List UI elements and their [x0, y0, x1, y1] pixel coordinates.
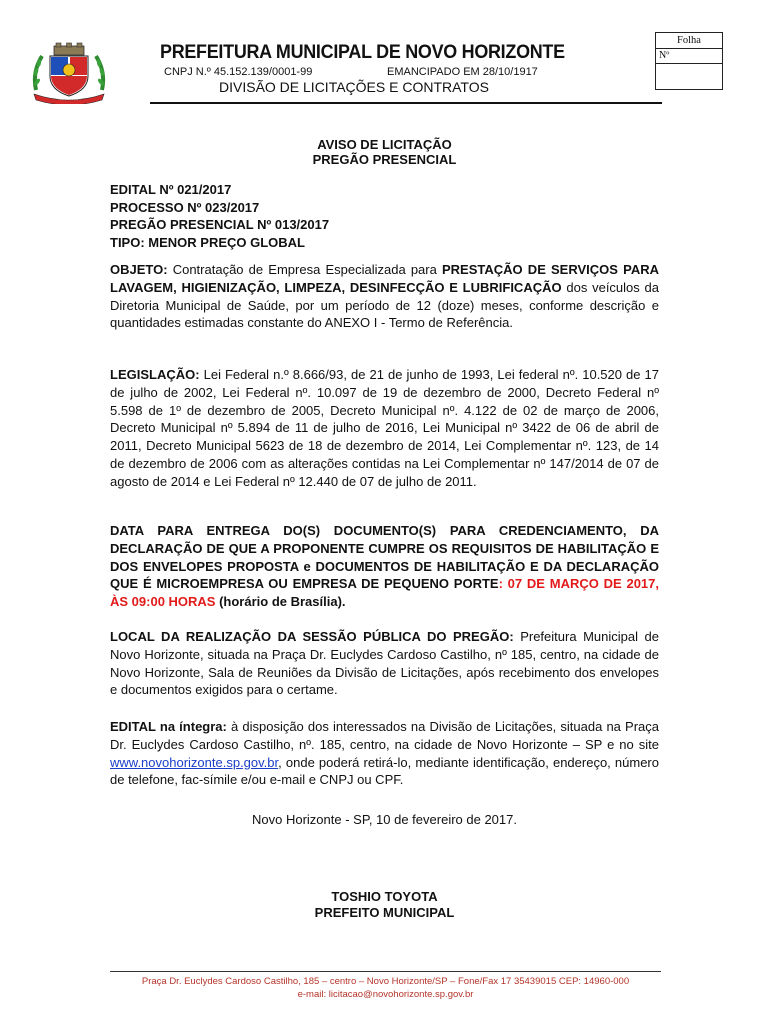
objeto-paragraph	[110, 261, 659, 332]
legislacao-label: LEGISLAÇÃO:	[110, 367, 200, 382]
header-divider	[150, 102, 662, 104]
local-label: LOCAL DA REALIZAÇÃO DA SESSÃO PÚBLICA DO PREGÃO:	[110, 629, 514, 644]
edital-paragraph	[110, 718, 659, 789]
footer-email: e-mail: licitacao@novohorizonte.sp.gov.br	[297, 989, 474, 1000]
local-text: Prefeitura Municipal de Novo Horizonte, situada na Praça Dr. Euclydes Cardoso Castilho, nº 185, centro, na cidade de Novo Horizonte, Sala de Reuniões da Divisão de Licitações, após recebimento dos envelopes e documentos exigidos para o certame.	[110, 629, 659, 698]
notice-subtitle: PREGÃO PRESENCIAL	[312, 152, 457, 167]
objeto-text-2: dos veículos da Diretoria Municipal de Saúde, por um período de 12 (doze) meses, conforme descrição e quantidades estimadas constante do ANEXO I - Termo de Referência.	[110, 279, 659, 331]
local-paragraph	[110, 628, 659, 699]
notice-references	[110, 181, 659, 251]
footer-divider	[110, 971, 661, 972]
objeto-text-1: Contratação de Empresa Especializada para	[167, 262, 442, 277]
data-entrega-paragraph	[110, 522, 659, 611]
header-division: DIVISÃO DE LICITAÇÕES E CONTRATOS	[219, 79, 489, 95]
data-entrega-timezone: (horário de Brasília).	[215, 594, 346, 610]
ref-pregao: PREGÃO PRESENCIAL Nº 013/2017	[110, 217, 330, 232]
notice-title: AVISO DE LICITAÇÃO	[317, 137, 452, 152]
ref-processo: PROCESSO Nº 023/2017	[110, 199, 260, 215]
header-emancipado: EMANCIPADO EM 28/10/1917	[387, 66, 538, 78]
municipal-crest-logo	[30, 42, 108, 104]
edital-site-link[interactable]: www.novohorizonte.sp.gov.br	[110, 754, 279, 770]
data-entrega-text: DATA PARA ENTREGA DO(S) DOCUMENTO(S) PARA CREDENCIAMENTO, DA DECLARAÇÃO DE QUE A PROPONENTE CUMPRE OS REQUISITOS DE HABILITAÇÃO E DOS ENVELOPES PROPOSTA e DOCUMENTOS DE HABILITAÇÃO E DA DECLARAÇÃO QUE É MICROEMPRESA OU EMPRESA DE PEQUENO PORTE	[110, 523, 659, 592]
header-cnpj: CNPJ N.º 45.152.139/0001-99	[164, 66, 313, 78]
data-entrega-date: : 07 DE MARÇO DE 2017, ÀS 09:00 HORAS	[110, 576, 660, 610]
svg-text:· · · · · · · · · ·: · · · · · · · · · ·	[57, 97, 81, 102]
numero-label: Nº	[656, 49, 722, 64]
footer-address: Praça Dr. Euclydes Cardoso Castilho, 185 – centro – Novo Horizonte/SP – Fone/Fax 17 35439015 CEP: 14960-000	[141, 976, 630, 987]
legislacao-text: Lei Federal n.º 8.666/93, de 21 de junho de 1993, Lei federal nº. 10.520 de 17 de julho de 2002, Lei Federal nº. 10.097 de 19 de dezembro de 2000, Decreto Federal nº 5.598 de 1º de dezembro de 2005, Decreto Municipal nº. 4.122 de 02 de março de 2006, Decreto Municipal nº 5.894 de 11 de julho de 2016, Lei Municipal nº 3422 de 06 de abril de 2011, Decreto Municipal 5623 de 18 de dezembro de 2014, Lei Complementar nº. 123, de 14 de dezembro de 2006 com as alterações contidas na Lei Complementar nº 147/2014 de 07 de agosto de 2014 e Lei Federal nº 12.440 de 07 de julho de 2011.	[110, 367, 659, 489]
objeto-label: OBJETO:	[110, 262, 168, 277]
edital-label: EDITAL na íntegra:	[110, 719, 227, 734]
folha-stamp-box	[655, 32, 723, 90]
header-title: PREFEITURA MUNICIPAL DE NOVO HORIZONTE	[160, 41, 565, 63]
edital-text-2: , onde poderá retirá-lo, mediante identificação, endereço, número de telefone, fac-símile e/ou e-mail e CNPJ ou CPF.	[110, 754, 659, 788]
ref-edital: EDITAL Nº 021/2017	[110, 182, 232, 197]
legislacao-paragraph	[110, 366, 659, 491]
signature-role: PREFEITO MUNICIPAL	[314, 905, 455, 920]
folha-label: Folha	[656, 33, 722, 49]
objeto-service: PRESTAÇÃO DE SERVIÇOS PARA LAVAGEM, HIGIENIZAÇÃO, LIMPEZA, DESINFECÇÃO E LUBRIFICAÇÃO	[110, 262, 659, 295]
ref-tipo: TIPO: MENOR PREÇO GLOBAL	[110, 234, 305, 250]
signature-name: TOSHIO TOYOTA	[331, 889, 438, 904]
date-line: Novo Horizonte - SP, 10 de fevereiro de 2017.	[252, 812, 517, 827]
edital-text-1: à disposição dos interessados na Divisão de Licitações, situada na Praça Dr. Euclydes Cardoso Castilho, nº. 185, centro, na cidade de Novo Horizonte – SP e no site	[110, 719, 659, 752]
